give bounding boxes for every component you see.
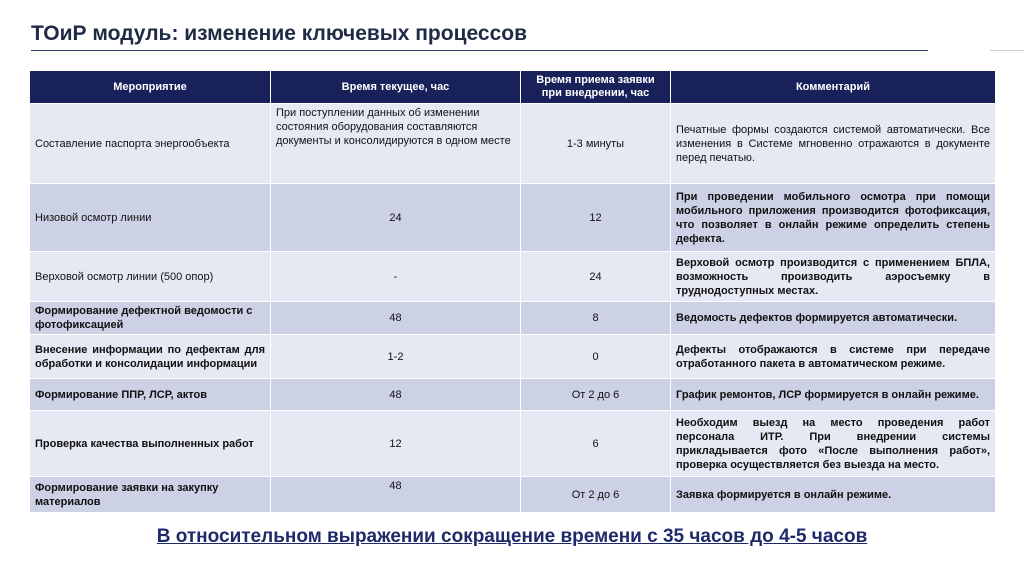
table-row [30,302,996,335]
summary-footer: В относительном выражении сокращение времени с 35 часов до 4-5 часов [156,526,868,547]
cell-comment: График ремонтов, ЛСР формируется в онлайн режиме. [671,379,996,411]
table-row [30,335,996,379]
cell-current: 48 [271,379,521,411]
header-comment: Комментарий [671,71,996,104]
table-row [30,104,996,184]
cell-new: От 2 до 6 [521,379,671,411]
header-current-time: Время текущее, час [271,71,521,104]
cell-current: 48 [271,477,521,513]
cell-comment: Ведомость дефектов формируется автоматически. [671,302,996,335]
cell-current: 1-2 [271,335,521,379]
page-title: ТОиР модуль: изменение ключевых процессов [31,22,527,45]
cell-new: 24 [521,252,671,302]
title-underline [31,50,928,51]
cell-current: - [271,252,521,302]
cell-event: Внесение информации по дефектам для обработки и консолидации информации [30,335,271,379]
header-event: Мероприятие [30,71,271,104]
cell-current: При поступлении данных об изменении состояния оборудования составляются документы и консолидируются в одном месте [271,104,521,184]
cell-event: Формирование ППР, ЛСР, актов [30,379,271,411]
cell-event: Верховой осмотр линии (500 опор) [30,252,271,302]
cell-event: Проверка качества выполненных работ [30,411,271,477]
cell-event: Составление паспорта энергообъекта [30,104,271,184]
cell-event: Формирование заявки на закупку материалов [30,477,271,513]
cell-current: 12 [271,411,521,477]
cell-new: От 2 до 6 [521,477,671,513]
cell-event: Низовой осмотр линии [30,184,271,252]
cell-new: 6 [521,411,671,477]
cell-comment: Верховой осмотр производится с применением БПЛА, возможность производить аэросъемку в труднодоступных местах. [671,252,996,302]
cell-comment: Печатные формы создаются системой автоматически. Все изменения в Системе мгновенно отражаются в документе перед печатью. [671,104,996,184]
table-row [30,252,996,302]
table-header-row [30,71,996,104]
cell-event: Формирование дефектной ведомости с фотофиксацией [30,302,271,335]
table-row [30,184,996,252]
table-row [30,411,996,477]
table-row [30,379,996,411]
cell-comment: Необходим выезд на место проведения работ персонала ИТР. При внедрении системы прикладывается фото «После выполнения работ», проверка осуществляется без выезда на место. [671,411,996,477]
cell-current: 48 [271,302,521,335]
cell-new: 0 [521,335,671,379]
cell-new: 1-3 минуты [521,104,671,184]
header-new-time: Время приема заявки при внедрении, час [521,71,671,104]
cell-current: 24 [271,184,521,252]
decorative-rule [990,50,1024,51]
cell-new: 8 [521,302,671,335]
cell-comment: При проведении мобильного осмотра при помощи мобильного приложения производится фотофиксация, что позволяет в онлайн режиме определить степень дефекта. [671,184,996,252]
cell-comment: Дефекты отображаются в системе при передаче отработанного пакета в автоматическом режиме. [671,335,996,379]
cell-new: 12 [521,184,671,252]
cell-comment: Заявка формируется в онлайн режиме. [671,477,996,513]
table-row [30,477,996,513]
process-table [29,70,996,513]
